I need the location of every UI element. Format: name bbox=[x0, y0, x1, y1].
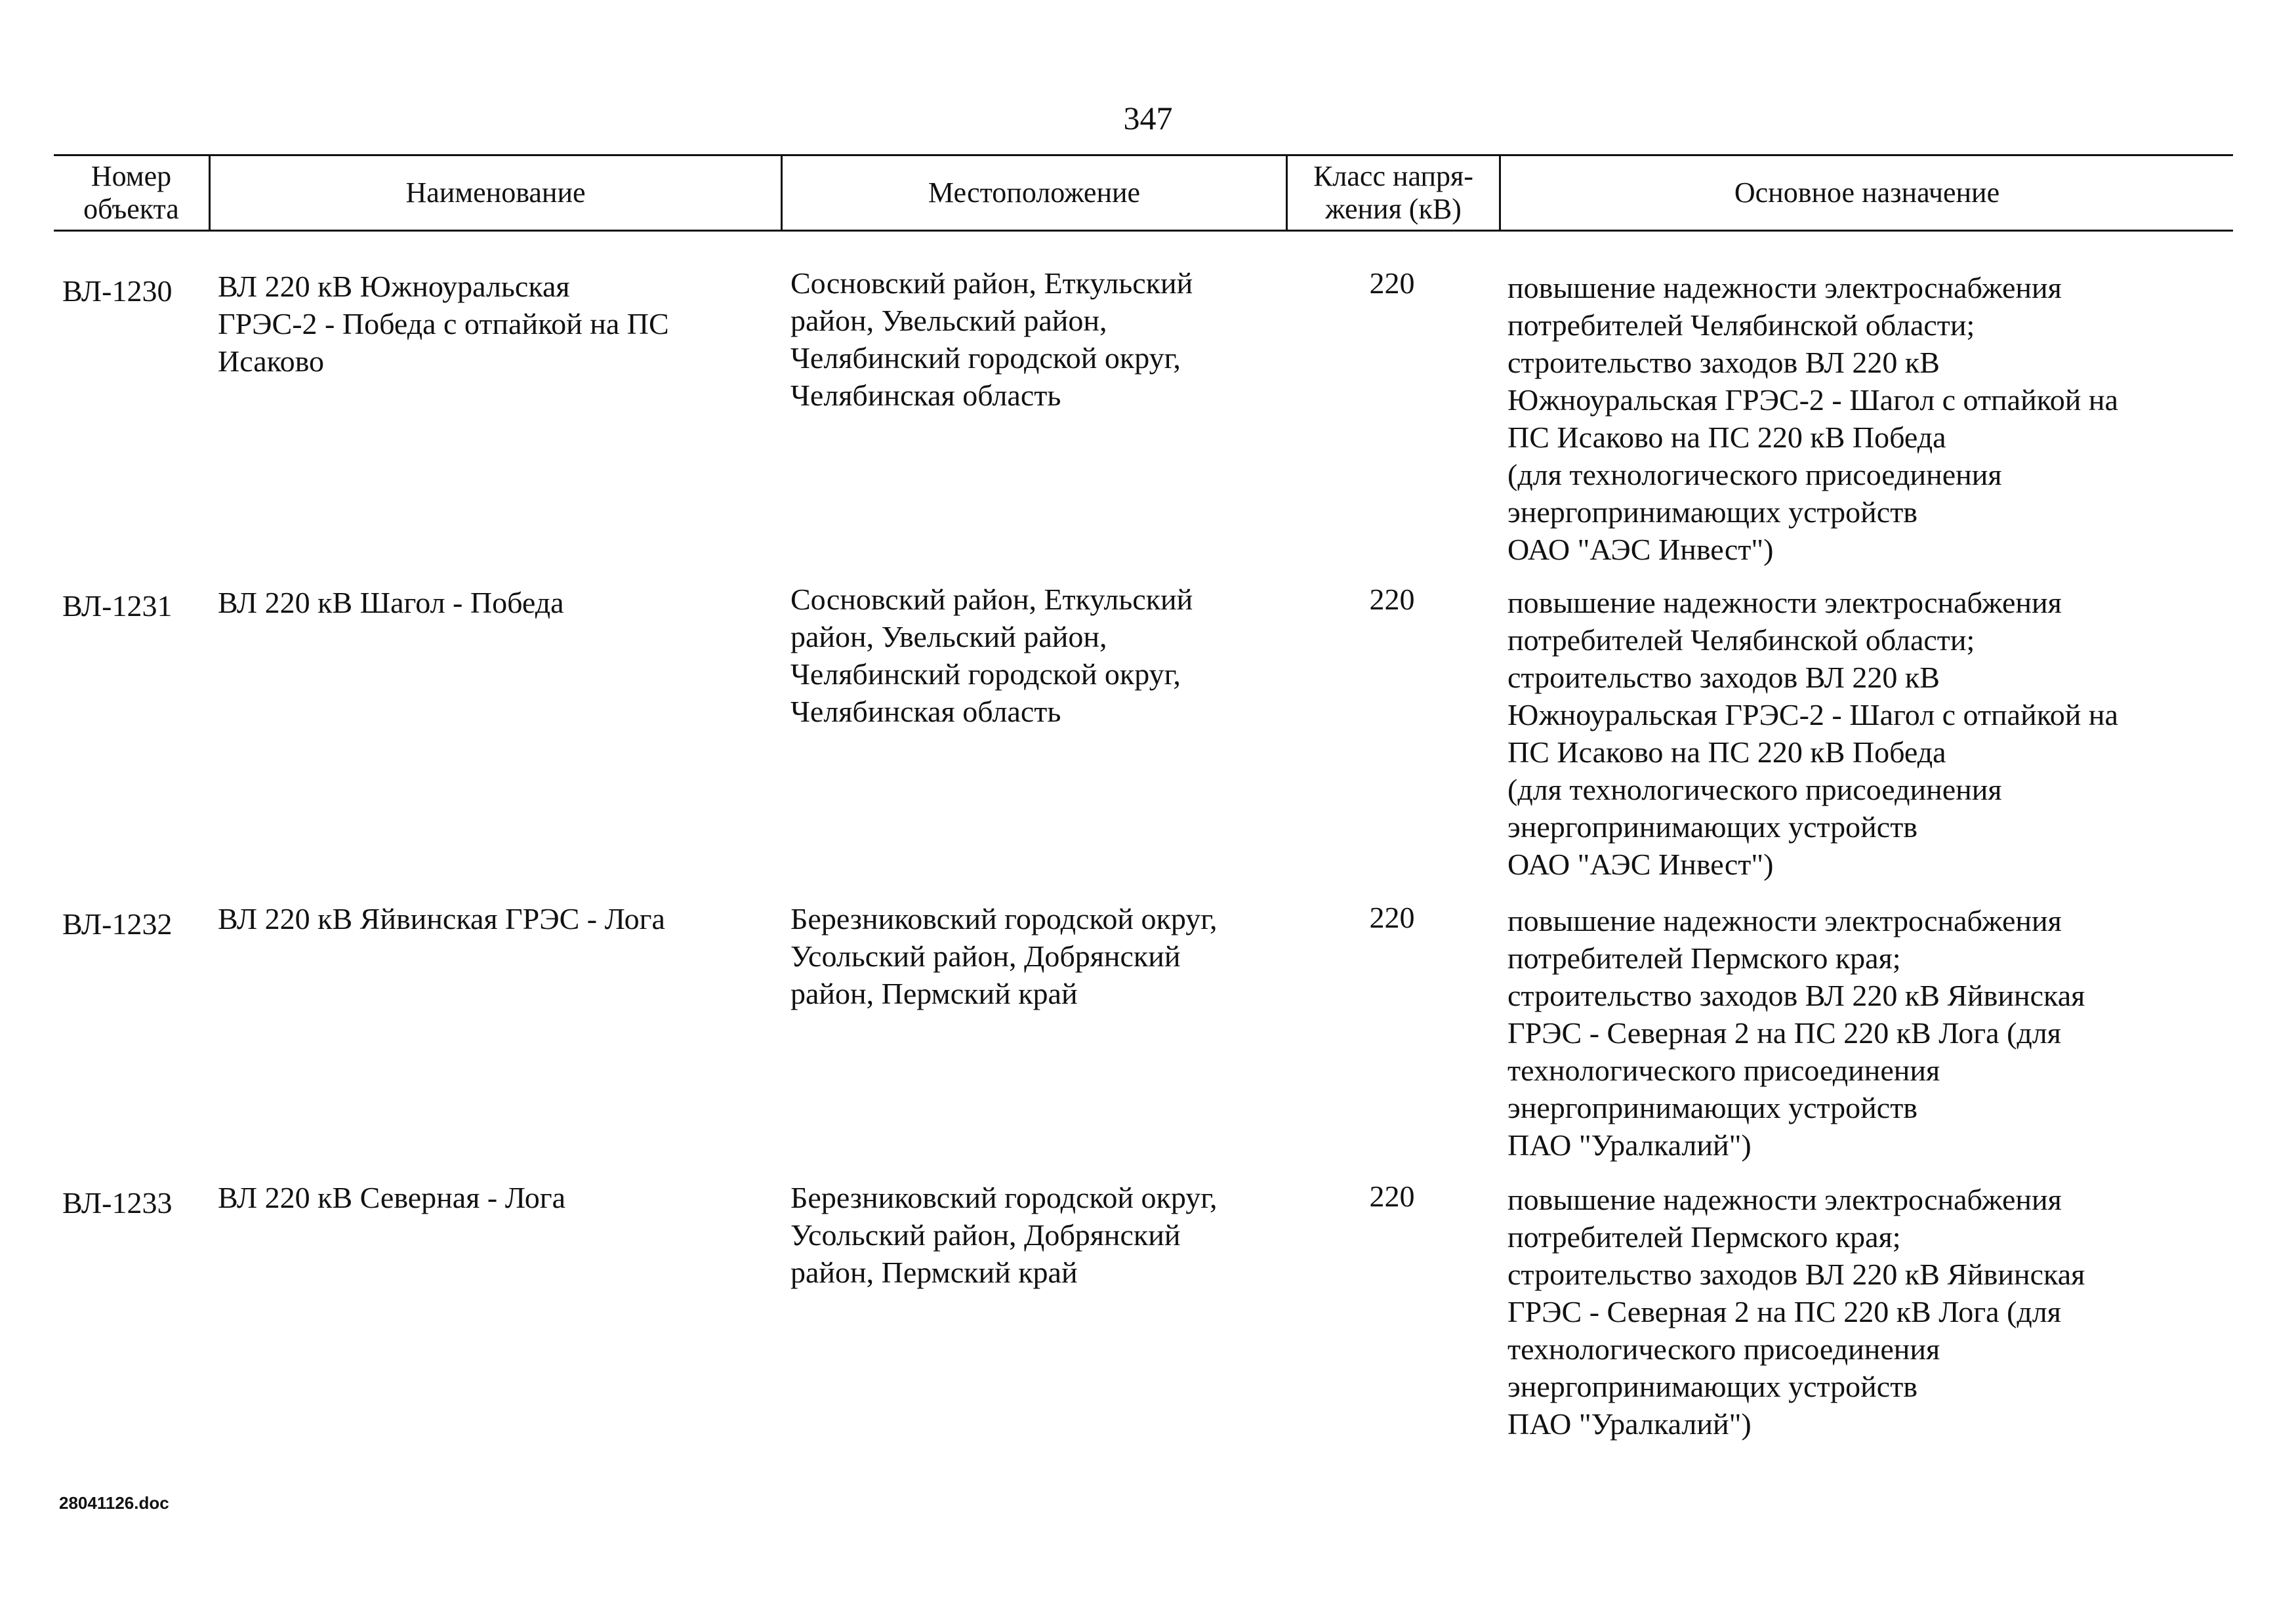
row-name: ВЛ 220 кВ Южноуральская ГРЭС-2 - Победа с отпайкой на ПС Исаково bbox=[218, 270, 669, 378]
header-name: Наименование bbox=[405, 176, 586, 209]
header-voltage: Класс напря- жения (кВ) bbox=[1313, 160, 1473, 225]
row-purpose: повышение надежности электроснабжения потребителей Челябинской области; строительство заходов ВЛ 220 кВ Южноуральская ГРЭС-2 - Шагол с отпайкой на ПС Исаково на ПС 220 кВ Победа (для технологического присоединения энергопринимающих устройств ОАО "АЭС Инвест") bbox=[1507, 271, 2118, 566]
row-purpose: повышение надежности электроснабжения потребителей Челябинской области; строительство заходов ВЛ 220 кВ Южноуральская ГРЭС-2 - Шагол с отпайкой на ПС Исаково на ПС 220 кВ Победа (для технологического присоединения энергопринимающих устройств ОАО "АЭС Инвест") bbox=[1507, 586, 2118, 881]
row-number: ВЛ-1233 bbox=[62, 1186, 173, 1220]
row-voltage: 220 bbox=[1369, 266, 1415, 300]
footer-filename: 28041126.doc bbox=[59, 1493, 169, 1513]
header-number: Номер объекта bbox=[83, 160, 179, 225]
row-voltage: 220 bbox=[1369, 1180, 1415, 1213]
row-location: Березниковский городской округ, Усольский район, Добрянский район, Пермский край bbox=[790, 1181, 1218, 1289]
row-purpose: повышение надежности электроснабжения потребителей Пермского края; строительство заходов ВЛ 220 кВ Яйвинская ГРЭС - Северная 2 на ПС 220 кВ Лога (для технологического присоединения энергопринимающих устройств ПАО "Уралкалий") bbox=[1507, 904, 2085, 1162]
row-voltage: 220 bbox=[1369, 901, 1415, 934]
row-purpose: повышение надежности электроснабжения потребителей Пермского края; строительство заходов ВЛ 220 кВ Яйвинская ГРЭС - Северная 2 на ПС 220 кВ Лога (для технологического присоединения энергопринимающих устройств ПАО "Уралкалий") bbox=[1507, 1183, 2085, 1441]
header-bottom-rule bbox=[54, 230, 2233, 232]
row-number: ВЛ-1232 bbox=[62, 907, 173, 941]
row-location: Березниковский городской округ, Усольский район, Добрянский район, Пермский край bbox=[790, 902, 1218, 1010]
row-name: ВЛ 220 кВ Яйвинская ГРЭС - Лога bbox=[218, 902, 665, 935]
row-number: ВЛ-1230 bbox=[62, 274, 173, 308]
header-location: Местоположение bbox=[928, 176, 1141, 209]
page-number: 347 bbox=[1123, 100, 1173, 136]
row-number: ВЛ-1231 bbox=[62, 589, 173, 623]
row-name: ВЛ 220 кВ Северная - Лога bbox=[218, 1181, 566, 1214]
row-name: ВЛ 220 кВ Шагол - Победа bbox=[218, 586, 564, 619]
row-voltage: 220 bbox=[1369, 583, 1415, 616]
row-location: Сосновский район, Еткульский район, Увельский район, Челябинский городской округ, Челябинская область bbox=[790, 266, 1193, 412]
row-location: Сосновский район, Еткульский район, Увельский район, Челябинский городской округ, Челябинская область bbox=[790, 583, 1193, 728]
header-purpose: Основное назначение bbox=[1734, 176, 2000, 209]
